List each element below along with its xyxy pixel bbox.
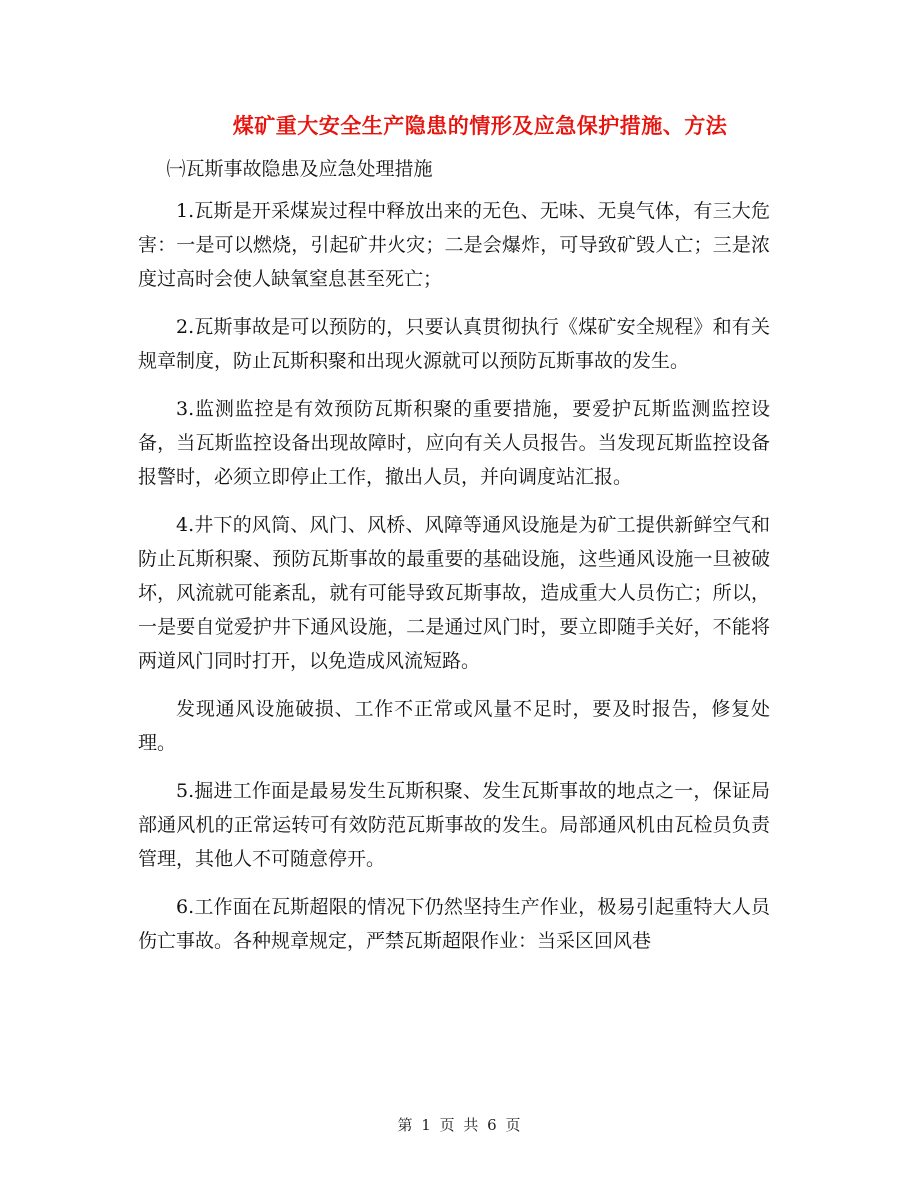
paragraph-3: 3.监测监控是有效预防瓦斯积聚的重要措施，要爱护瓦斯监测监控设备，当瓦斯监控设备出现故障时，应向有关人员报告。当发现瓦斯监控设备报警时，必须立即停止工作，撤出人员，并向调度站汇报。 <box>138 398 770 488</box>
paragraph-2: 2.瓦斯事故是可以预防的，只要认真贯彻执行《煤矿安全规程》和有关规章制度，防止瓦斯积聚和出现火源就可以预防瓦斯事故的发生。 <box>138 316 770 372</box>
paragraph-6: 6.工作面在瓦斯超限的情况下仍然坚持生产作业，极易引起重特大人员伤亡事故。各种规章规定，严禁瓦斯超限作业：当采区回风巷 <box>138 896 770 952</box>
paragraph-4: 4.井下的风筒、风门、风桥、风障等通风设施是为矿工提供新鲜空气和防止瓦斯积聚、预防瓦斯事故的最重要的基础设施，这些通风设施一旦被破坏，风流就可能紊乱，就有可能导致瓦斯事故，造成重大人员伤亡；所以，一是要自觉爱护井下通风设施，二是通过风门时，要立即随手关好，不能将两道风门同时打开，以免造成风流短路。 <box>138 514 770 672</box>
document-title: 煤矿重大安全生产隐患的情形及应急保护措施、方法 <box>232 113 728 138</box>
page-number-footer: 第 1 页 共 6 页 <box>397 1116 523 1134</box>
paragraph-5: 5.掘进工作面是最易发生瓦斯积聚、发生瓦斯事故的地点之一，保证局部通风机的正常运转可有效防范瓦斯事故的发生。局部通风机由瓦检员负责管理，其他人不可随意停开。 <box>138 780 770 870</box>
paragraph-1: 1.瓦斯是开采煤炭过程中释放出来的无色、无味、无臭气体，有三大危害：一是可以燃烧，引起矿井火灾；二是会爆炸，可导致矿毁人亡；三是浓度过高时会使人缺氧窒息甚至死亡； <box>138 200 770 290</box>
section-heading: ㈠瓦斯事故隐患及应急处理措施 <box>166 158 433 180</box>
document-body <box>138 152 770 972</box>
paragraph-4-continued: 发现通风设施破损、工作不正常或风量不足时，要及时报告，修复处理。 <box>138 698 770 754</box>
